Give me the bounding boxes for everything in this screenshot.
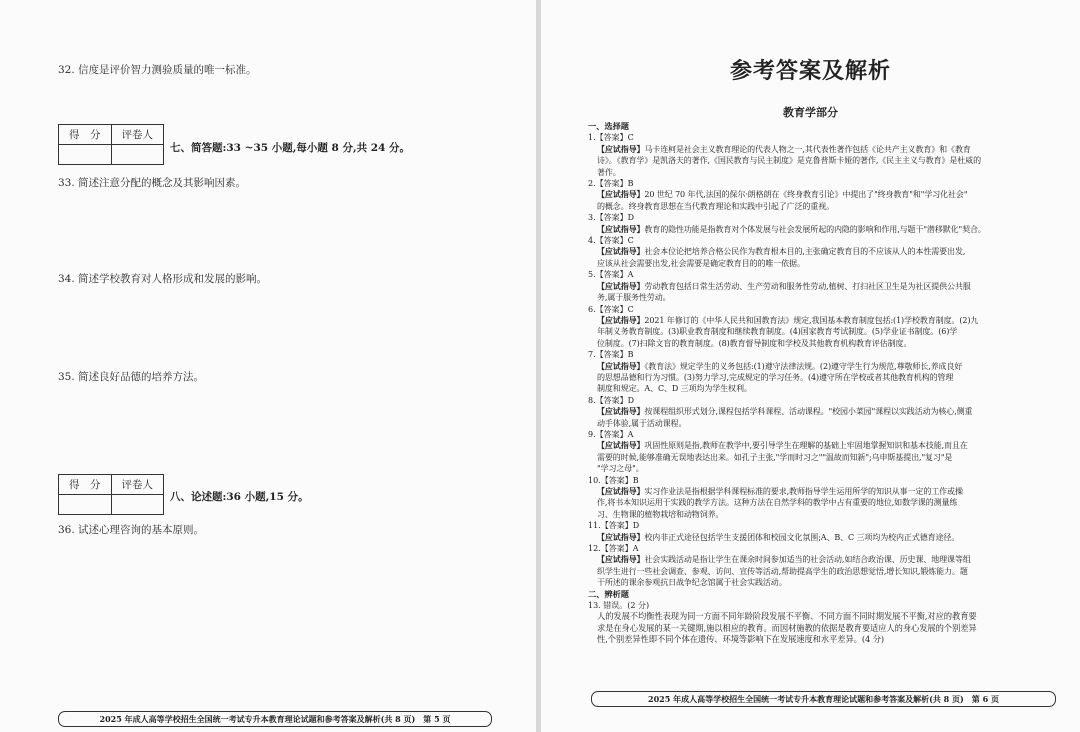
answer-key: 6.【答案】C xyxy=(588,304,634,314)
guide-text: 应该从社会需要出发,社会需要是确定教育目的的唯一依据。 xyxy=(597,258,805,268)
score-label: 得 分 xyxy=(59,125,112,145)
guide-label: 【应试指导】 xyxy=(597,531,645,542)
guide-text: 动手体验,属于活动课程。 xyxy=(597,418,687,428)
answer-explanation-line xyxy=(597,361,1060,372)
guide-label: 【应试指导】 xyxy=(597,143,645,154)
answer-explanation-line xyxy=(597,246,1060,257)
answer-key: 12.【答案】A xyxy=(588,544,639,554)
answer-key: 9.【答案】A xyxy=(588,429,634,439)
answer-explanation-line xyxy=(597,167,1060,178)
answer-explanation-line xyxy=(597,201,1060,212)
guide-text: 校内非正式途径包括学生支援团体和校园文化氛围;A、B、C 三项均为校内正式德育途径。 xyxy=(644,532,960,542)
score-cell xyxy=(59,495,112,515)
answer-explanation-line xyxy=(597,554,1060,565)
answer-key: 7.【答案】B xyxy=(588,350,634,360)
score-table-1 xyxy=(58,124,164,165)
guide-text: 织学生进行一些社会调查、参观、访问、宣传等活动,帮助提高学生的政治思想觉悟,增长知识,锻炼能力。题 xyxy=(597,566,968,576)
section-subtitle: 教育学部分 xyxy=(783,106,838,119)
answer-explanation-line xyxy=(597,440,1060,451)
guide-text: 务,属于服务性劳动。 xyxy=(597,293,671,303)
question-13-answer: 13. 错误。(2 分) xyxy=(588,601,650,611)
guide-text: 《教育法》规定学生的义务包括:(1)遵守法律法规。(2)遵守学生行为规范,尊敬师长,养成良好 xyxy=(644,361,963,371)
answer-key: 8.【答案】D xyxy=(588,395,635,405)
guide-text: 劳动教育包括日常生活劳动、生产劳动和服务性劳动,植树、打扫社区卫生是为社区提供公共服 xyxy=(644,281,971,291)
guide-text: 干所述的课余参观抗日战争纪念馆属于社会实践活动。 xyxy=(597,578,787,588)
score-table-2 xyxy=(58,474,164,515)
right-page xyxy=(541,0,1080,732)
guide-text: 社会本位论把培养合格公民作为教育根本目的,主张确定教育目的不应该从人的本性需要出发, xyxy=(644,247,966,257)
answer-explanation-line xyxy=(597,509,1060,520)
grader-label: 评卷人 xyxy=(111,475,164,495)
section-heading-choice: 一、选择题 xyxy=(588,121,629,131)
score-cell xyxy=(59,145,112,165)
answer-explanation-line xyxy=(597,452,1060,463)
guide-text: 巩固性原则是指,教师在教学中,要引导学生在理解的基础上牢固地掌握知识和基本技能,而且在 xyxy=(644,441,968,451)
answer-key: 10.【答案】B xyxy=(588,475,639,485)
guide-text: 著作。 xyxy=(597,167,621,177)
grader-cell xyxy=(111,495,164,515)
guide-text: 年制义务教育制度。(3)职业教育制度和继续教育制度。(4)国家教育考试制度。(5)学业证书制度。(6)学 xyxy=(597,327,958,337)
question-34: 34. 简述学校教育对人格形成和发展的影响。 xyxy=(58,273,268,285)
left-page xyxy=(0,0,536,732)
answer-explanation-line xyxy=(597,326,1060,337)
guide-text: 马卡连柯是社会主义教育理论的代表人物之一,其代表性著作包括《论共产主义教育》和《教育 xyxy=(644,144,971,154)
section-7-title: 七、简答题:33 ~35 小题,每小题 8 分,共 24 分。 xyxy=(170,142,411,154)
guide-text: 社会实践活动是指让学生在课余时间参加适当的社会活动,如结合政治课、历史课、地理课等组 xyxy=(644,555,971,565)
guide-label: 【应试指导】 xyxy=(597,360,645,371)
guide-label: 【应试指导】 xyxy=(597,189,645,200)
answer-explanation-line xyxy=(597,372,1060,383)
answer-list xyxy=(588,121,1060,646)
answer-explanation-line xyxy=(597,292,1060,303)
answer-explanation-line xyxy=(597,383,1060,394)
question-36: 36. 试述心理咨询的基本原则。 xyxy=(58,524,205,536)
question-33: 33. 简述注意分配的概念及其影响因素。 xyxy=(58,177,247,189)
answer-explanation-line xyxy=(597,406,1060,417)
page-title: 参考答案及解析 xyxy=(729,58,891,84)
answer-key: 3.【答案】D xyxy=(588,213,635,223)
answer-key: 11.【答案】D xyxy=(588,521,640,531)
guide-text: 作,将书本知识运用于实践的教学方法。这种方法在自然学科的教学中占有重要的地位,如数学课的测量练 xyxy=(597,498,958,508)
answer-explanation-line xyxy=(597,532,1060,543)
answer-explanation-line xyxy=(597,463,1060,474)
guide-label: 【应试指导】 xyxy=(597,440,645,451)
guide-text: 按课程组织形式划分,课程包括学科课程、活动课程。"校园小菜园"课程以实践活动为核心,侧重 xyxy=(644,407,973,417)
guide-label: 【应试指导】 xyxy=(597,406,645,417)
guide-text: 位制度。(7)扫除文盲的教育制度。(8)教育督导制度和学校及其他教育机构教育评估制度。 xyxy=(597,338,912,348)
guide-text: 需要的时候,能够准确无误地表达出来。如孔子主张,"学而时习之""温故而知新";乌申斯基提出,"复习"是 xyxy=(597,452,953,462)
answer-explanation-line xyxy=(597,577,1060,588)
answer-explanation-line xyxy=(597,144,1060,155)
question-13-explanation-line: 人的发展不均衡性表现为同一方面不同年龄阶段发展不平衡、不同方面不同时期发展不平衡,对应的教育要 xyxy=(597,611,977,622)
grader-label: 评卷人 xyxy=(111,125,164,145)
answer-explanation-line xyxy=(597,281,1060,292)
section-8-title: 八、论述题:36 小题,15 分。 xyxy=(170,491,309,503)
guide-label: 【应试指导】 xyxy=(597,314,645,325)
answer-explanation-line xyxy=(597,224,1060,235)
answer-explanation-line xyxy=(597,155,1060,166)
answer-explanation-line xyxy=(597,566,1060,577)
guide-text: 习、生物课的植物栽培和动物饲养。 xyxy=(597,509,724,519)
right-page-footer: 2025 年成人高等学校招生全国统一考试专升本教育理论试题和参考答案及解析(共 8 页) 第 6 页 xyxy=(591,691,1056,707)
answer-key: 5.【答案】A xyxy=(588,270,634,280)
answer-key: 2.【答案】B xyxy=(588,179,634,189)
guide-label: 【应试指导】 xyxy=(597,554,645,565)
guide-text: 制度和规定。A、C、D 三项均为学生权利。 xyxy=(597,384,752,394)
answer-explanation-line xyxy=(597,338,1060,349)
left-page-footer: 2025 年成人高等学校招生全国统一考试专升本教育理论试题和参考答案及解析(共 8 页) 第 5 页 xyxy=(58,711,492,727)
guide-text: 的概念。终身教育思想在当代教育理论和实践中引起了广泛的重视。 xyxy=(597,201,834,211)
section-heading-analysis: 二、辨析题 xyxy=(588,588,629,599)
answer-explanation-line xyxy=(597,315,1060,326)
guide-label: 【应试指导】 xyxy=(597,246,645,257)
question-35: 35. 简述良好品德的培养方法。 xyxy=(58,371,205,383)
guide-text: "学习之母"。 xyxy=(597,464,644,474)
guide-text: 的思想品德和行为习惯。(3)努力学习,完成规定的学习任务。(4)遵守所在学校或者其他教育机构的管理 xyxy=(597,372,954,382)
question-13-explanation-line: 求是在身心发展的某一关键期,施以相应的教育。而因材施教的依据是教育要适应人的身心发展的个别差异 xyxy=(597,622,977,633)
grader-cell xyxy=(111,145,164,165)
answer-explanation-line xyxy=(597,258,1060,269)
guide-text: 2021 年修订的《中华人民共和国教育法》规定,我国基本教育制度包括:(1)学校教育制度。(2)九 xyxy=(644,315,979,325)
guide-text: 20 世纪 70 年代,法国的保尔·朗格朗在《终身教育引论》中提出了"终身教育"和"学习化社会" xyxy=(644,190,968,200)
answer-explanation-line xyxy=(597,418,1060,429)
answer-explanation-line xyxy=(597,497,1060,508)
answer-explanation-line xyxy=(597,486,1060,497)
question-13-explanation-line: 性,个别差异性即不同个体在遗传、环境等影响下在发展速度和水平差异。(4 分) xyxy=(597,634,885,645)
guide-text: 实习作业法是指根据学科课程标准的要求,教师指导学生运用所学的知识从事一定的工作或操 xyxy=(644,487,963,496)
guide-text: 诗》。《教育学》是凯洛夫的著作,《国民教育与民主制度》是克鲁普斯卡娅的著作,《民主主义与教育》是杜威的 xyxy=(597,156,981,166)
guide-text: 教育的隐性功能是指教育对个体发展与社会发展所起的内隐的影响和作用,与题干"潜移默化"契合。 xyxy=(644,224,986,234)
answer-key: 1.【答案】C xyxy=(588,133,634,143)
answer-key: 4.【答案】C xyxy=(588,236,634,246)
guide-label: 【应试指导】 xyxy=(597,486,645,496)
question-32: 32. 信度是评价智力测验质量的唯一标准。 xyxy=(58,64,257,76)
guide-label: 【应试指导】 xyxy=(597,280,645,291)
answer-explanation-line xyxy=(597,189,1060,200)
score-label: 得 分 xyxy=(59,475,112,495)
guide-label: 【应试指导】 xyxy=(597,223,645,234)
